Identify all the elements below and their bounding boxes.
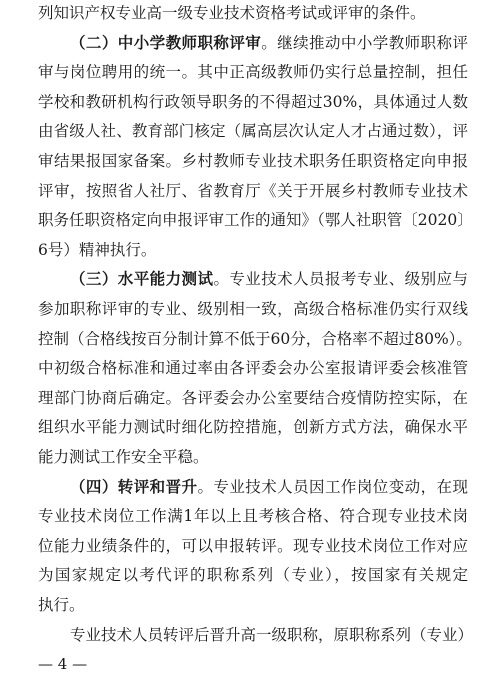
text-line: 为国家规定以考代评的职称系列（专业），按国家有关规定 — [38, 566, 468, 585]
text-line: 执行。 — [38, 596, 85, 614]
text-line: 位能力业绩条件的，可以申报转评。现专业技术岗位工作对应 — [38, 536, 468, 555]
text-line: 中初级合格标准和通过率由各评委会办公室报请评委会核准管 — [38, 359, 468, 378]
section-heading: （三）水平能力测试 — [70, 269, 214, 289]
text-line: 列知识产权专业高一级专业技术资格考试或评审的条件。 — [38, 4, 426, 22]
text-line: 审与岗位聘用的统一。其中正高级教师仍实行总量控制，担任 — [38, 63, 468, 82]
text-line: 专业技术人员转评后晋升高一级职称，原职称系列（专业） — [70, 625, 474, 644]
text-line: （三）水平能力测试。专业技术人员报考专业、级别应与 — [70, 269, 468, 289]
text-line: 职务任职资格定向申报评审工作的通知》（鄂人社职管〔2020〕 — [38, 211, 473, 230]
text-line: 由省级人社、教育部门核定（属高层次认定人才占通过数），评 — [38, 122, 468, 141]
text-line: 理部门协商后确定。各评委会办公室要结合疫情防控实际，在 — [38, 388, 468, 407]
text-line: 控制（合格线按百分制计算不低于60分，合格率不超过80%）。 — [38, 329, 472, 348]
text-line: （四）转评和晋升。专业技术人员因工作岗位变动，在现 — [70, 476, 468, 496]
text-line: （二）中小学教师职称评审。继续推动中小学教师职称评 — [70, 32, 468, 52]
text-line: 评审，按照省人社厅、省教育厅《关于开展乡村教师专业技术 — [38, 181, 468, 200]
text-line: 审结果报国家备案。乡村教师专业技术职务任职资格定向申报 — [38, 152, 468, 170]
text-line: 参加职称评审的专业、级别相一致，高级合格标准仍实行双线 — [38, 300, 468, 318]
section-heading: （四）转评和晋升 — [70, 476, 198, 496]
text-line: 专业技术岗位工作满1年以上且考核合格、符合现专业技术岗 — [38, 507, 468, 526]
section-heading: （二）中小学教师职称评审 — [70, 32, 262, 52]
text-line: 组织水平能力测试时细化防控措施，创新方式方法，确保水平 — [38, 418, 468, 437]
text-line: 学校和教研机构行政领导职务的不得超过30%，具体通过人数 — [38, 92, 468, 111]
text-line: 能力测试工作安全平稳。 — [38, 448, 209, 466]
page-number: — 4 — — [38, 655, 88, 674]
text-line: 6号）精神执行。 — [38, 240, 157, 259]
